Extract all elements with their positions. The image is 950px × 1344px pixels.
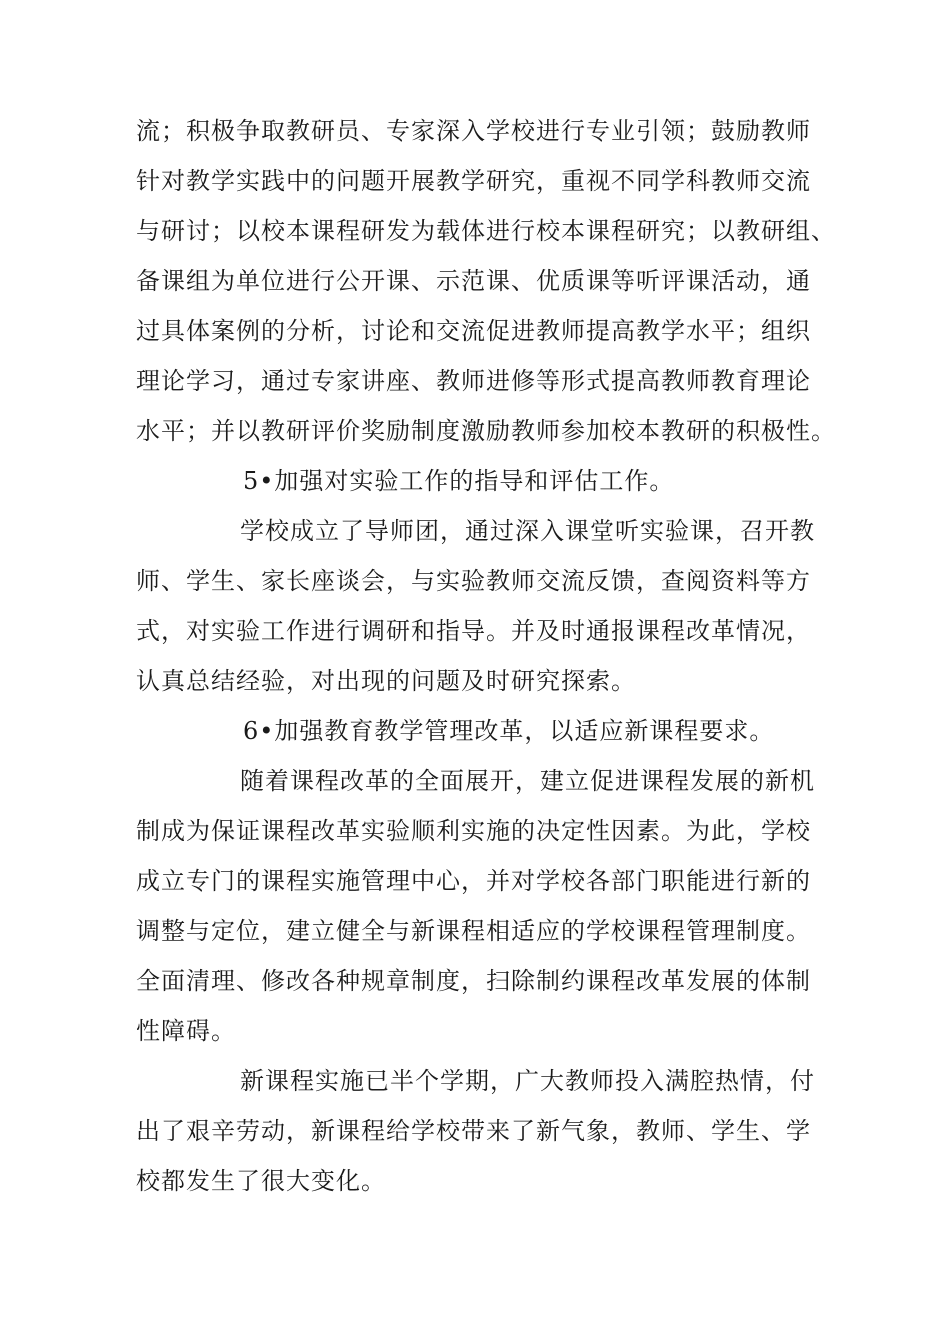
text-line: 出了艰辛劳动，新课程给学校带来了新气象，教师、学生、学 (136, 1117, 811, 1145)
section-heading-5: 5•加强对实验工作的指导和评估工作。 (243, 467, 675, 495)
text-line: 制成为保证课程改革实验顺利实施的决定性因素。为此，学校 (136, 817, 811, 845)
text-line: 式，对实验工作进行调研和指导。并及时通报课程改革情况， (136, 617, 811, 645)
text-line: 性障碍。 (136, 1017, 236, 1045)
text-line: 新课程实施已半个学期，广大教师投入满腔热情，付 (240, 1067, 815, 1095)
text-line: 调整与定位，建立健全与新课程相适应的学校课程管理制度。 (136, 917, 811, 945)
text-line: 随着课程改革的全面展开，建立促进课程发展的新机 (240, 767, 815, 795)
text-line: 流；积极争取教研员、专家深入学校进行专业引领；鼓励教师 (136, 117, 811, 145)
text-line: 水平；并以教研评价奖励制度激励教师参加校本教研的积极性。 (136, 417, 836, 445)
text-line: 成立专门的课程实施管理中心，并对学校各部门职能进行新的 (136, 867, 811, 895)
text-line: 针对教学实践中的问题开展教学研究，重视不同学科教师交流 (136, 167, 811, 195)
text-line: 备课组为单位进行公开课、示范课、优质课等听评课活动，通 (136, 267, 811, 295)
section-heading-6: 6•加强教育教学管理改革，以适应新课程要求。 (243, 717, 775, 745)
text-line: 认真总结经验，对出现的问题及时研究探索。 (136, 667, 636, 695)
text-line: 与研讨；以校本课程研发为载体进行校本课程研究；以教研组、 (136, 217, 836, 245)
text-line: 理论学习，通过专家讲座、教师进修等形式提高教师教育理论 (136, 367, 811, 395)
text-line: 校都发生了很大变化。 (136, 1167, 386, 1195)
text-line: 师、学生、家长座谈会，与实验教师交流反馈，查阅资料等方 (136, 567, 811, 595)
text-line: 学校成立了导师团，通过深入课堂听实验课，召开教 (240, 517, 815, 545)
text-line: 全面清理、修改各种规章制度，扫除制约课程改革发展的体制 (136, 967, 811, 995)
text-line: 过具体案例的分析，讨论和交流促进教师提高教学水平；组织 (136, 317, 811, 345)
